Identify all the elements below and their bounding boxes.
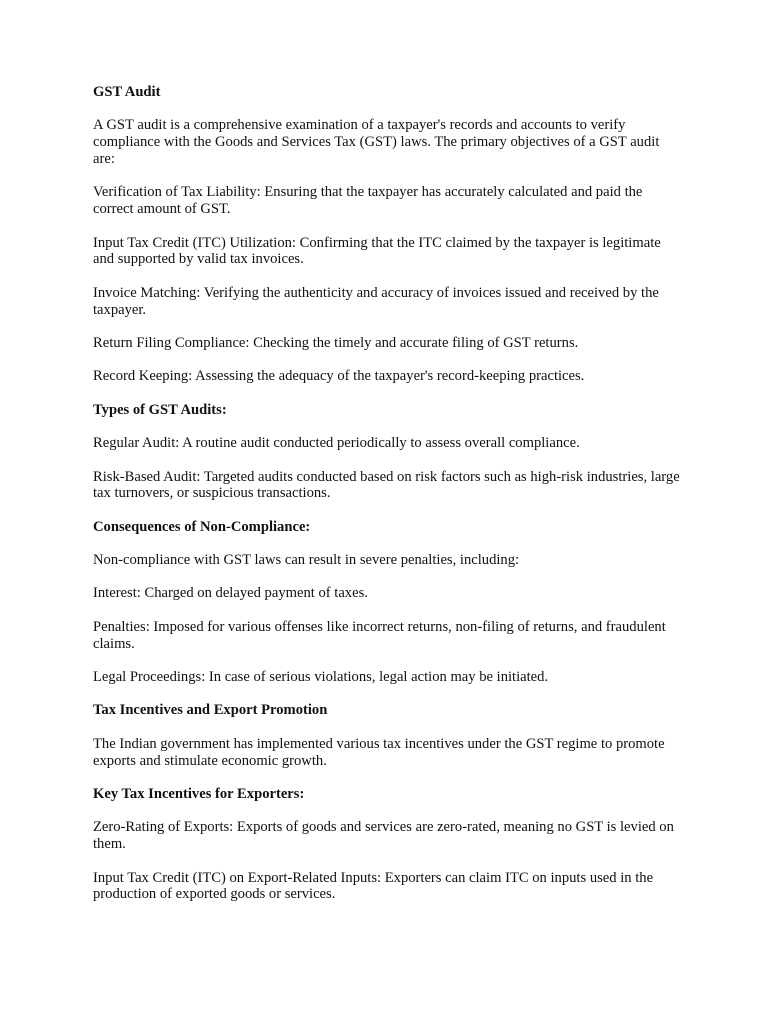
paragraph-invoice-matching: Invoice Matching: Verifying the authenticity and accuracy of invoices issued and received by the taxpayer. <box>93 284 659 318</box>
heading-gst-audit: GST Audit <box>93 84 161 100</box>
paragraph-risk-based-audit: Risk-Based Audit: Targeted audits conducted based on risk factors such as high-risk industries, large tax turnovers, or suspicious transactions. <box>93 468 680 502</box>
heading-tax-incentives-export-promotion: Tax Incentives and Export Promotion <box>93 702 328 719</box>
heading-key-tax-incentives-for-exporters: Key Tax Incentives for Exporters: <box>93 786 305 803</box>
paragraph-penalties: Penalties: Imposed for various offenses like incorrect returns, non-filing of returns, and fraudulent claims. <box>93 618 666 652</box>
paragraph-gst-audit-intro: A GST audit is a comprehensive examination of a taxpayer's records and accounts to verify compliance with the Goods and Services Tax (GST) laws. The primary objectives of a GST audit are: <box>93 117 660 167</box>
document-page <box>93 84 683 920</box>
paragraph-itc-on-export-inputs: Input Tax Credit (ITC) on Export-Related Inputs: Exporters can claim ITC on inputs used in the production of exported goods or services. <box>93 869 654 903</box>
heading-consequences-of-non-compliance: Consequences of Non-Compliance: <box>93 518 311 535</box>
paragraph-tax-incentives-intro: The Indian government has implemented various tax incentives under the GST regime to promote exports and stimulate economic growth. <box>93 735 665 769</box>
paragraph-verification-of-tax-liability: Verification of Tax Liability: Ensuring that the taxpayer has accurately calculated and paid the correct amount of GST. <box>93 184 643 218</box>
heading-types-of-gst-audits: Types of GST Audits: <box>93 401 227 418</box>
paragraph-interest: Interest: Charged on delayed payment of taxes. <box>93 585 368 602</box>
paragraph-return-filing-compliance: Return Filing Compliance: Checking the timely and accurate filing of GST returns. <box>93 334 579 351</box>
paragraph-record-keeping: Record Keeping: Assessing the adequacy of the taxpayer's record-keeping practices. <box>93 368 585 385</box>
paragraph-legal-proceedings: Legal Proceedings: In case of serious violations, legal action may be initiated. <box>93 669 549 686</box>
paragraph-itc-utilization: Input Tax Credit (ITC) Utilization: Confirming that the ITC claimed by the taxpayer is legitimate and supported by valid tax invoices. <box>93 234 661 268</box>
paragraph-zero-rating-of-exports: Zero-Rating of Exports: Exports of goods and services are zero-rated, meaning no GST is levied on them. <box>93 819 674 853</box>
paragraph-regular-audit: Regular Audit: A routine audit conducted periodically to assess overall compliance. <box>93 435 580 452</box>
paragraph-non-compliance-intro: Non-compliance with GST laws can result in severe penalties, including: <box>93 552 520 569</box>
